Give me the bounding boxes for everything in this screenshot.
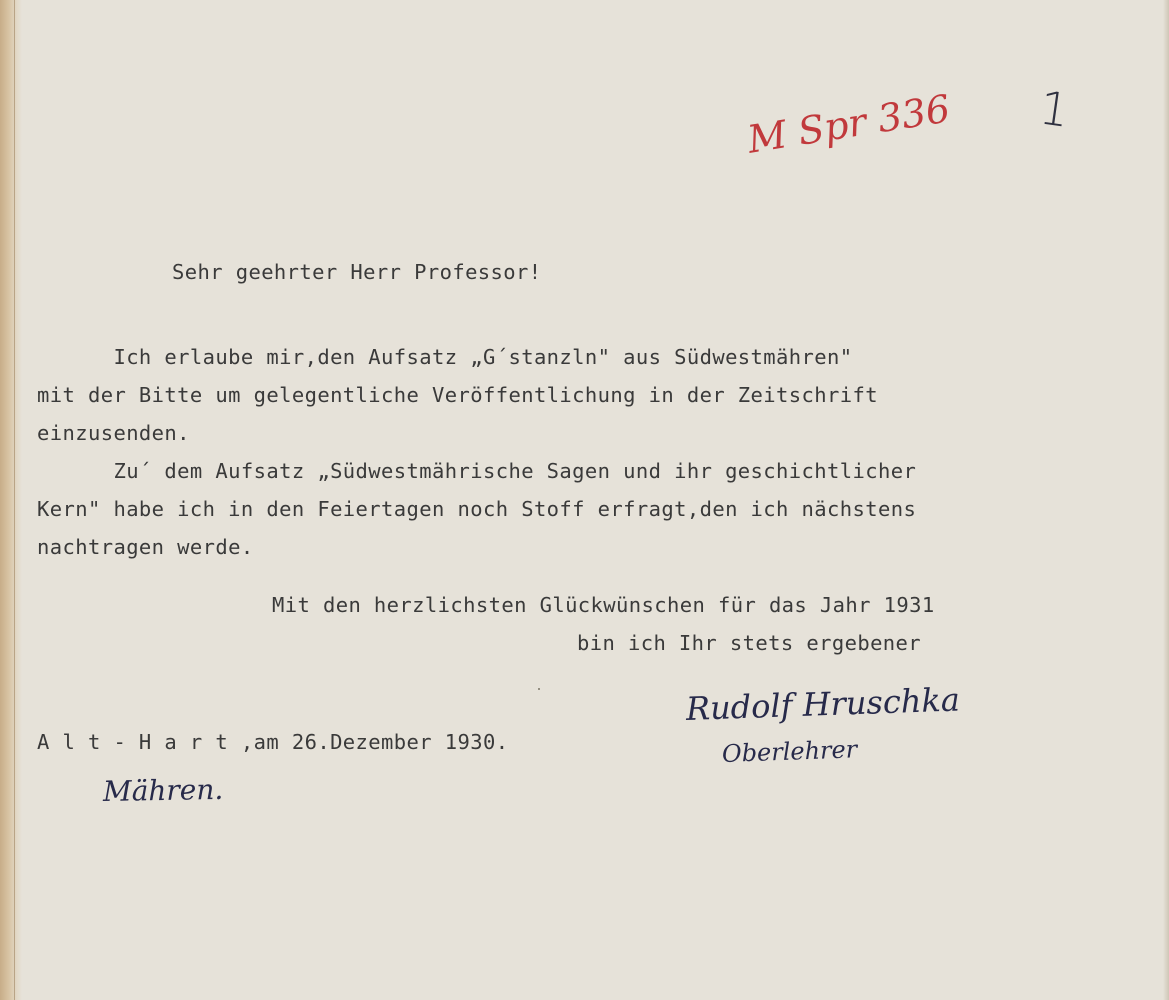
paragraph-2-line-3: nachtragen werde.	[37, 535, 254, 559]
closing-line-2: bin ich Ihr stets ergebener	[577, 631, 922, 655]
signature-name: Rudolf Hruschka	[685, 680, 961, 728]
closing-line-1: Mit den herzlichsten Glückwünschen für das Jahr 1931	[272, 593, 935, 617]
paragraph-1-line-1: Ich erlaube mir,den Aufsatz „G´stanzln" aus Südwestmähren"	[37, 345, 853, 369]
archive-shelfmark: M Spr 336	[744, 86, 954, 162]
paragraph-1-line-3: einzusenden.	[37, 421, 190, 445]
place-note-handwritten: Mähren.	[102, 772, 224, 808]
page-right-edge	[1163, 0, 1169, 1000]
page-number: 1	[1036, 80, 1073, 138]
paragraph-2-line-2: Kern" habe ich in den Feiertagen noch Stoff erfragt,den ich nächstens	[37, 497, 917, 521]
ink-dot	[538, 688, 540, 690]
paragraph-1-line-2: mit der Bitte um gelegentliche Veröffentlichung in der Zeitschrift	[37, 383, 878, 407]
paragraph-2-line-1: Zu´ dem Aufsatz „Südwestmährische Sagen und ihr geschichtlicher	[37, 459, 917, 483]
salutation: Sehr geehrter Herr Professor!	[172, 260, 542, 284]
page-binding-edge	[0, 0, 22, 1000]
signature-title: Oberlehrer	[721, 735, 858, 768]
place-and-date: A l t - H a r t ,am 26.Dezember 1930.	[37, 730, 509, 754]
